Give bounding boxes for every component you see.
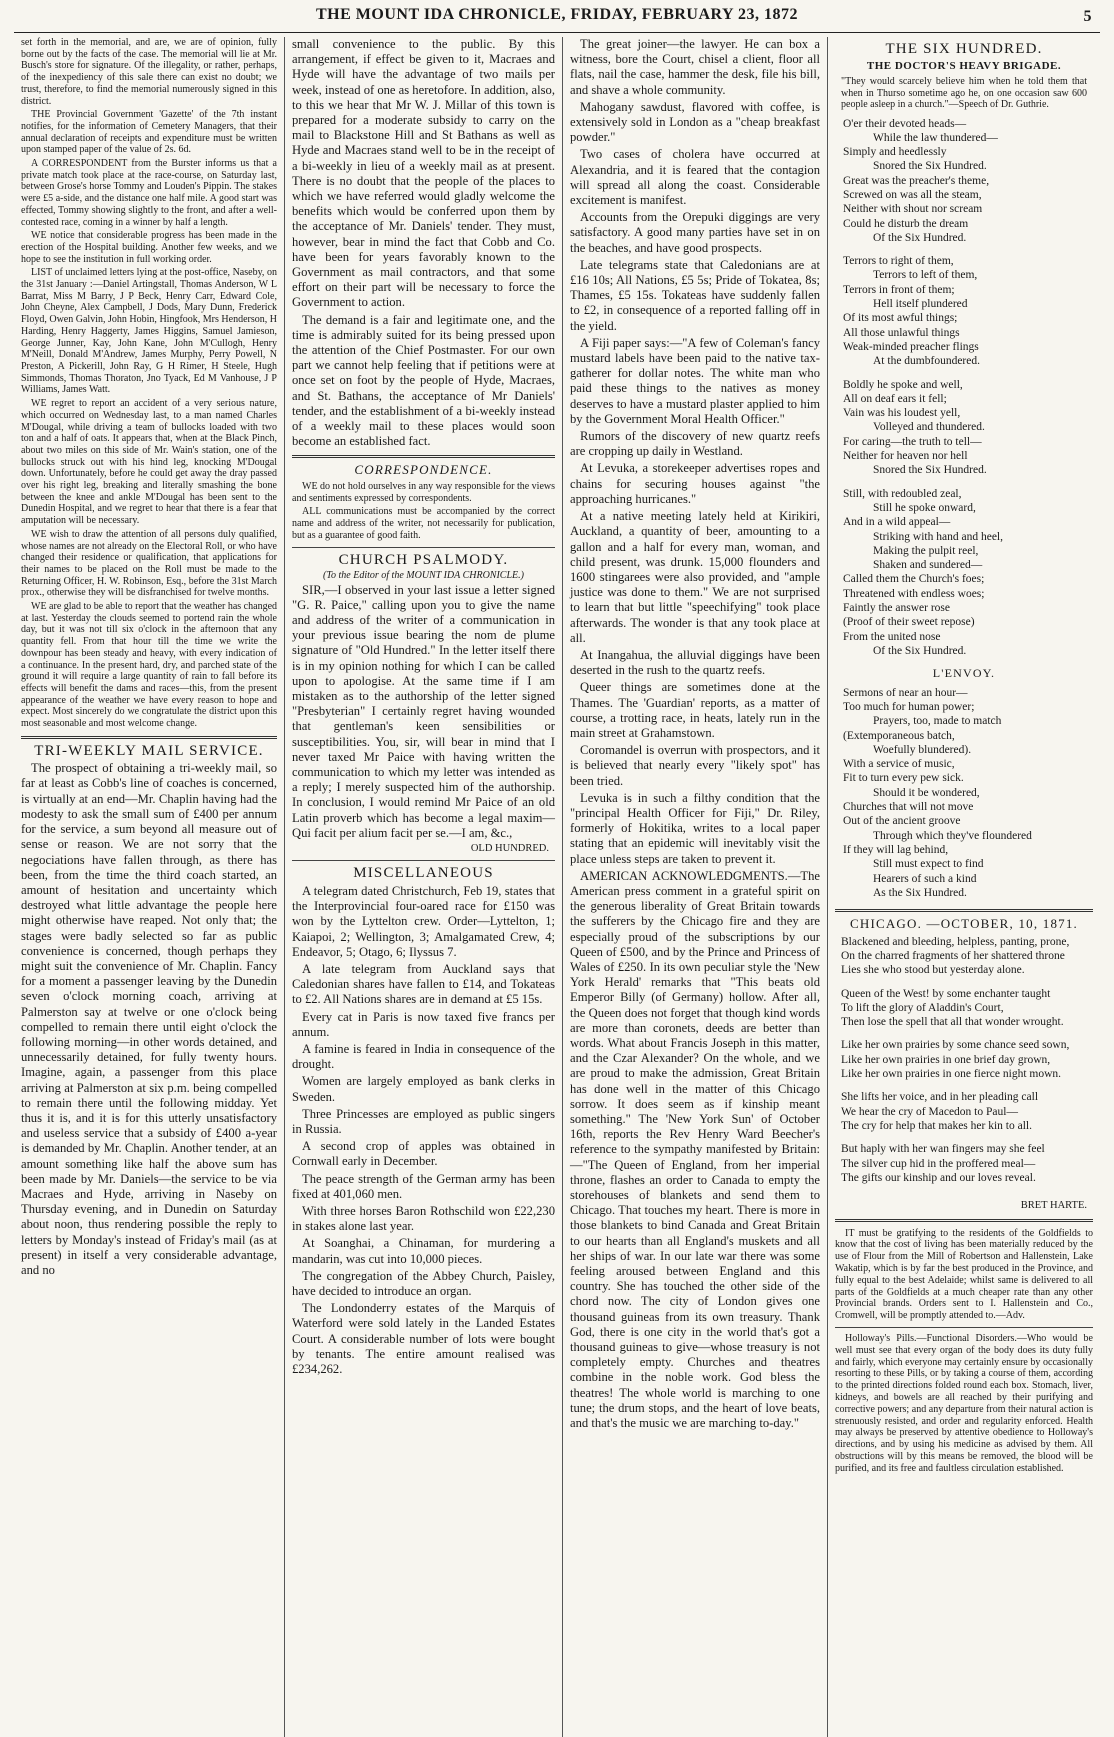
misc-paragraph: The great joiner—the lawyer. He can box a witness, bore the Court, chisel a client, floor all flats, nail the case, hammer the desk, file his bill, and shave a whole community.: [570, 37, 820, 97]
poem-line: At the dumbfoundered.: [873, 355, 980, 368]
divider: [292, 547, 555, 548]
misc-paragraph: With three horses Baron Rothschild won £22,230 in stakes alone last year.: [292, 1204, 555, 1234]
divider: [835, 1219, 1093, 1222]
poem-author: BRET HARTE.: [1020, 1200, 1087, 1212]
poem-stanza: [843, 254, 1093, 368]
poem-line: Still must expect to find: [873, 858, 984, 871]
poem-line: Snored the Six Hundred.: [873, 160, 987, 173]
poem-line: The gifts our kinship and our loves reveal.: [841, 1171, 1036, 1184]
poem-line: To lift the glory of Aladdin's Court,: [841, 1001, 1004, 1014]
holloway-advertisement: [835, 1333, 1093, 1475]
poem-line: Terrors to right of them,: [843, 255, 954, 268]
poem-epigraph: "They would scarcely believe him when he told them that when in Thurso sometime ago he, on one occasion saw 600 people asleep in a church."—Speech of Dr. Guthrie.: [841, 76, 1087, 110]
news-paragraph: WE regret to report an accident of a very serious nature, which occurred on Wednesday last, to a man named Charles M'Dougal, while driving a team of bullocks loaded with two ton and a half of oats. It appears that, when at the Black Pinch, about two miles on this side of Mr. Wain's station, one of the bullocks struck out with his hind leg, knocking M'Dougal down. Unfortunately, before he could get away the dray passed over his right leg, breaking and literally smashing the bone between the knee and ankle M'Dougal has been sent to the Dunedin Hospital, and we regret to hear that there is a fear that amputation will be necessary.: [21, 398, 277, 527]
mail-service-continued: [292, 37, 555, 449]
news-paragraph: WE wish to draw the attention of all persons duly qualified, whose names are not already on the Electoral Roll, or who have changed their residence or qualification, that applications for their names to be placed on the Roll must be made to the Returning Officer, H. W. Robinson, Esq., before the 31st March prox., otherwise they will be disfranchised for twelve months.: [21, 528, 277, 599]
poem-line: Hearers of such a kind: [873, 872, 977, 885]
poem-line: Still, with redoubled zeal,: [843, 487, 962, 500]
misc-paragraph: Coromandel is overrun with prospectors, and it is believed that nearly every "likely spot" has been tried.: [570, 743, 820, 788]
columns: [14, 37, 1100, 1737]
poem-line: Faintly the answer rose: [843, 602, 950, 614]
poem-line: O'er their devoted heads—: [843, 117, 967, 130]
poem-line: All those unlawful things: [843, 326, 960, 339]
poem-line: Fit to turn every pew sick.: [843, 772, 964, 785]
poem-line: For caring—the truth to tell—: [843, 435, 982, 448]
stanza-gap: [841, 1185, 1093, 1194]
poem-line: Could he disturb the dream: [843, 217, 969, 230]
misc-paragraph: Rumors of the discovery of new quartz reefs are cropping up daily in Westland.: [570, 429, 820, 459]
poem-line: (Proof of their sweet repose): [843, 616, 975, 629]
six-hundred-poem: [843, 117, 1093, 659]
misc-paragraph: Women are largely employed as bank clerks in Sweden.: [292, 1074, 555, 1104]
poem-line: Queen of the West! by some enchanter taught: [841, 987, 1051, 1000]
poem-line: Of the Six Hundred.: [873, 231, 967, 244]
misc-paragraph: At Levuka, a storekeeper advertises ropes and chains for securing houses against "the approaching hurricanes.": [570, 461, 820, 506]
poem-line: As the Six Hundred.: [873, 886, 967, 899]
poem-line: Out of the ancient groove: [843, 815, 961, 828]
letter-signature: OLD HUNDRED.: [470, 842, 549, 854]
column-3: [562, 37, 827, 1737]
poem-line: She lifts her voice, and in her pleading call: [841, 1091, 1039, 1104]
misc-paragraph: Every cat in Paris is now taxed five francs per annum.: [292, 1009, 555, 1039]
article-paragraph: The prospect of obtaining a tri-weekly mail, so far at least as Cobb's line of coaches is concerned, is virtually at an end—Mr. Chaplin having had the modesty to ask the small sum of £400 per annum for the service, a sum beyond all measure out of sense or reason. We are not sorry that the negociations have fallen through, as there has been, from the time the third coach started, an amount of hesitation and uncertainty which destroyed what little advantage the people here might otherwise have reaped. Not only that; the stages were badly selected so far as public convenience is concerned, though perhaps they might suit the convenience of Mr. Chaplin. Fancy for a moment a passenger leaving by the Dunedin seven o'clock morning coach, arriving at Palmerston say at twelve or one o'clock being compelled to remain there until eight o'clock the following morning—in other words detained, and unnecessarily detained, for fully twenty hours. Imagine, again, a passenger from this place arriving at Palmerston at six p.m. being compelled to remain there until the following midday. Yet thus it is, and it is for this utterly unsatisfactory and useless service that a subsidy of £400 a-year is demanded by Mr. Chaplin. Another tender, at an amount something like half the above sum has been made by Mr. Daniels—the service to be via Macraes and Hyde, arriving in Naseby on Thursday evening, and in Dunedin on Saturday about noon, thus rendering possible the reply to letters by Monday's instead of Friday's mail (as at present) in itself a very considerable advantage, and no: [21, 761, 277, 1277]
column-2: [284, 37, 562, 1737]
column-4: [827, 37, 1100, 1737]
poem-line: Screwed on was all the steam,: [843, 188, 982, 201]
poem-line: (Extemporaneous batch,: [843, 729, 955, 742]
poem-line: Woefully blundered).: [873, 743, 972, 756]
mail-service-article: [21, 761, 277, 1278]
misc-paragraph: Levuka is in such a filthy condition that the "principal Health Officer for Fiji," Dr. Riley, formerly of Hokitika, writes to a local paper stating that an epidemic will inevitably visit the place unless steps are taken to prevent it.: [570, 790, 820, 866]
correspondence-notes: [292, 481, 555, 542]
poem-line: Weak-minded preacher flings: [843, 340, 979, 353]
stanza-gap: [841, 1029, 1093, 1038]
poem-line: Snored the Six Hundred.: [873, 464, 987, 477]
poem-line: Threatened with endless woes;: [843, 587, 985, 600]
letter-body: [292, 583, 555, 841]
misc-paragraph: A telegram dated Christchurch, Feb 19, states that the Interprovincial four-oared race for £150 was won by the Lyttelton crew. Order—Lyttelton, 1; Kaiapoi, 2; Wellington, 3; Amalgamated Crew, 4; Endeavor, 5; Otago, 6; Ilyssus 7.: [292, 883, 555, 959]
poem-line: On the charred fragments of her shattered throne: [841, 949, 1065, 962]
poem-line: Still he spoke onward,: [873, 501, 976, 514]
news-paragraph: LIST of unclaimed letters lying at the post-office, Naseby, on the 31st January :—Daniel Artingstall, Thomas Anderson, W L Barrat, Miss M Barry, J P Beck, Henry Carr, Edward Cole, John Cheyne, Alex Campbell, J Dods, Mary Dunn, Frederick Floyd, Owen Galvin, John Hobin, Hingfook, Mrs Henderson, H Harding, Henry Haggerty, James Higgins, Samuel Jamieson, George Junner, Kay, John Kane, John M'Cullogh, Henry M'Neill, Donald M'Andrew, James Murphy, Perry Powell, N Preston, A Pickerill, John Ray, G H Rimer, H Steele, Hugh Simmonds, Thomas Thoraton, Jno Tyack, Ed M Vanhouse, J P Williams, James Watt.: [21, 267, 277, 396]
news-paragraph: WE notice that considerable progress has been made in the erection of the Hospital building. Another few weeks, and we hope to see the institution in full working order.: [21, 230, 277, 265]
poem-line: Vain was his loudest yell,: [843, 407, 961, 420]
page-number: 5: [1083, 8, 1092, 25]
poem-line: Boldly he spoke and well,: [843, 378, 963, 391]
divider: [21, 736, 277, 739]
poem-stanza: [843, 378, 1093, 478]
poem-line: Through which they've floundered: [873, 829, 1032, 842]
local-news: [21, 37, 277, 730]
misc-paragraph: Late telegrams state that Caledonians are at £16 10s; All Nations, £5 5s; Pride of Tokatea, 8s; Thames, £5 15s. Tokateas have suddenly fallen to £2, in consequence of a reported falling off in the yield.: [570, 257, 820, 333]
article-paragraph: The demand is a fair and legitimate one, and the time is admirably suited for its being pressed upon the attention of the Chief Postmaster. For our own part we cannot help feeling that if petitions were at once set on foot by the people of Hyde, Macraes, and St. Bathans, the acceptance of Mr Daniels' tender, and the establishment of a bi-weekly instead of a weekly mail to these places would soon become an established fact.: [292, 312, 555, 449]
misc-paragraph: The peace strength of the German army has been fixed at 401,060 men.: [292, 1171, 555, 1201]
misc-items: [292, 884, 555, 1377]
advertisement-text: Holloway's Pills.—Functional Disorders.—Who would be well must see that every organ of the body does its duty fully and fairly, which everyone may certainly ensure by occasionally resorting to these Pills, or by taking a course of them, according to the printed directions folded round each box. Stomach, liver, kidneys, and bowels are all reached by their purifying and corrective powers; and any departure from their natural action is strenuously resisted, and order and regularity enforced. Health may always be preserved by attentive obedience to Holloway's directions, and by using his medicine as advised by them. All obstructions will by this means be removed, the blood will be purified, and its free and faultless circulation established.: [835, 1332, 1093, 1474]
poem-line: Hell itself plundered: [873, 298, 968, 311]
poem-line: Neither with shout nor scream: [843, 203, 983, 216]
poem-line: Volleyed and thundered.: [873, 421, 985, 434]
poem-stanza: [843, 487, 1093, 659]
poem-line: Making the pulpit reel,: [873, 544, 979, 557]
poem-line: And in a wild appeal—: [843, 516, 951, 529]
poem-line: From the united nose: [843, 630, 941, 643]
misc-paragraph: A second crop of apples was obtained in Cornwall early in December.: [292, 1139, 555, 1169]
misc-paragraph: Three Princesses are employed as public singers in Russia.: [292, 1106, 555, 1136]
divider: [835, 1327, 1093, 1328]
poem-line: If they will lag behind,: [843, 843, 949, 856]
poem-line: Blackened and bleeding, helpless, panting, prone,: [841, 935, 1070, 948]
poem-line: Simply and heedlessly: [843, 146, 947, 159]
misc-paragraph: The congregation of the Abbey Church, Paisley, have decided to introduce an organ.: [292, 1268, 555, 1299]
divider: [292, 455, 555, 458]
poem-line: Like her own prairies in one brief day grown,: [841, 1053, 1051, 1066]
poem-subtitle: THE DOCTOR'S HEAVY BRIGADE.: [866, 59, 1062, 72]
news-paragraph: set forth in the memorial, and are, we are of opinion, fully borne out by the facts of the case. The memorial will lie at Mr. Busch's store for signature. Of the illegality, or rather, perhaps, of the inexpediency of this sale there can exist no doubt; we trust, therefore, to find the memorial numerously signed in this district.: [21, 37, 277, 107]
poem-line: We hear the cry of Macedon to Paul—: [841, 1105, 1018, 1118]
poem-line: The cry for help that makes her kin to all.: [841, 1119, 1032, 1132]
misc-paragraph: A famine is feared in India in consequence of the drought.: [292, 1041, 555, 1072]
poem-line: While the law thundered—: [873, 131, 998, 144]
misc-paragraph: A late telegram from Auckland says that Caledonian shares have fallen to £14, and Tokateas to £2. All Nations shares are in demand at £5 15s.: [292, 961, 555, 1007]
misc-paragraph: At Soanghai, a Chinaman, for murdering a mandarin, was cut into 10,000 pieces.: [292, 1236, 555, 1266]
envoy-poem: [843, 686, 1093, 900]
misc-paragraph: Mahogany sawdust, flavored with coffee, is extensively sold in London as a "cheap breakfast powder.": [570, 99, 820, 145]
poem-line: Of the Six Hundred.: [873, 644, 967, 657]
poem-line: Sermons of near an hour—: [843, 686, 968, 699]
article-heading: TRI-WEEKLY MAIL SERVICE.: [34, 742, 264, 759]
poem-line: Prayers, too, made to match: [873, 715, 1002, 728]
poem-stanza: [843, 117, 1093, 246]
poem-line: But haply with her wan fingers may she feel: [841, 1143, 1045, 1156]
poem-stanza: [843, 686, 1093, 900]
misc-paragraph: The Londonderry estates of the Marquis of Waterford were sold lately in the Landed Estates Court. A considerable number of lots were bought by tenants. The entire amount realised was £234,262.: [292, 1301, 555, 1377]
poem-line: Should it be wondered,: [873, 786, 980, 799]
poem-title: THE SIX HUNDRED.: [885, 41, 1043, 57]
poem-line: Like her own prairies by some chance seed sown,: [841, 1039, 1070, 1052]
poem-line: With a service of music,: [843, 758, 955, 771]
chicago-poem-title: CHICAGO. —OCTOBER, 10, 1871.: [849, 916, 1078, 932]
poem-line: Terrors in front of them;: [843, 283, 955, 296]
note-paragraph: WE do not hold ourselves in any way responsible for the views and sentiments expressed by correspondents.: [292, 480, 556, 504]
poem-line: Like her own prairies in one fierce night mown.: [841, 1068, 1062, 1081]
misc-heading: MISCELLANEOUS: [353, 865, 494, 882]
poem-line: Great was the preacher's theme,: [843, 174, 990, 187]
news-paragraph: THE Provincial Government 'Gazette' of the 7th instant notifies, for the information of Cemetery Managers, that their annual declaration of receipts and expenditure must be written upon stamped paper of the value of 2s. 6d.: [21, 109, 277, 156]
letter-heading: CHURCH PSALMODY.: [338, 551, 509, 568]
divider: [835, 909, 1093, 912]
poem-line: Striking with hand and heel,: [873, 530, 1003, 543]
masthead: [14, 6, 1100, 33]
correspondence-heading: CORRESPONDENCE.: [354, 462, 493, 478]
news-paragraph: A CORRESPONDENT from the Burster informs us that a private match took place at the race-course, on Saturday last, between Grose's horse Tommy and Louden's Pippin. The stakes were £5 a-side, and the distance one half mile. A good start was effected, Tommy showing slightly to the front, and after a well-contested race, coming in a winner by half a length.: [21, 158, 277, 228]
misc-paragraph: Accounts from the Orepuki diggings are very satisfactory. A good many parties have set in on the beaches, and have good prospects.: [570, 210, 820, 255]
news-paragraph: WE are glad to be able to report that the weather has changed at last. Yesterday the clouds seemed to portend rain the whole day, but it was not till six o'clock in the afternoon that any quantity fell. From that hour till the time we write the downpour has been steady and heavy, with every indication of a continuance. In the present hard, dry, and parched state of the ground it will require a large quantity of rain to fall before its effects will benefit the dams and races—this, from the present appearance of the weather we have every reason to hope and expect. Most sincerely do we congratulate the district upon this most seasonable and most welcome change.: [21, 601, 278, 730]
poem-line: Terrors to left of them,: [873, 269, 978, 282]
divider: [292, 860, 555, 861]
poem-line: Neither for heaven nor hell: [843, 450, 968, 463]
masthead-title: THE MOUNT IDA CHRONICLE, FRIDAY, FEBRUARY 23, 1872: [316, 6, 798, 23]
envoy-title: L'ENVOY.: [932, 666, 996, 681]
letter-paragraph: SIR,—I observed in your last issue a letter signed "G. R. Paice," calling upon you to give the name and address of the writer of a communication in your previous issue bearing the nom de plume signature of "Old Hundred." In the letter itself there is in my opinion nothing for which I can be called upon to apologise. At the same time if I am mistaken as to the authorship of the letter signed "Presbyterian" I certainly regret having wounded that gentleman's keen sensibilities or susceptibilities. You, sir, will bear in mind that I never taxed Mr Paice with having written the communication to which my letter was intended as a reply; I merely suspected him of the authorship. In conclusion, I would remind Mr Paice of an old Latin proverb which has become a legal maxim—Qui facit per alium facit per se.—I am, &c.,: [292, 582, 555, 840]
stanza-gap: [841, 978, 1093, 987]
poem-line: The silver cup hid in the proffered meal—: [841, 1157, 1036, 1170]
poem-line: Called them the Church's foes;: [843, 573, 985, 586]
stanza-gap: [841, 1133, 1093, 1142]
column-1: [14, 37, 284, 1737]
misc-paragraph: At a native meeting lately held at Kirikiri, Auckland, a quantity of beer, amounting to a gallon and a half for every man, woman, and child present, was drunk. 15,000 flounders and 1600 stingarees were also provided, and "ample justice was done to them." We are not surprised to learn that but little "speechifying" took place afterwards. The wonder is that any took place at all.: [570, 509, 820, 645]
article-paragraph: small convenience to the public. By this arrangement, if effect be given to it, Macraes and Hyde will have the advantage of two mails per week, instead of one as heretofore. In addition, also, to this we hear that Mr W. J. Millar of this town is prepared for a moderate subsidy to carry on the mail to Blackstone Hill and St Bathans as well as Hyde and Macraes stand well to be in the receipt of a bi-weekly in lieu of a weekly mail as at present. There is no doubt that the people of the places to which we have referred would gladly welcome the benefits which would be conferred upon them by the acceptance of Mr. Daniels' tender. They must, however, bear in mind the fact that Cobb and Co. have been for years favorably known to the Government as mail contractors, and that some effort on their part will be necessary to force the Government to action.: [292, 37, 555, 310]
poem-line: Shaken and sundered—: [873, 559, 983, 572]
poem-line: Too much for human power;: [843, 700, 975, 713]
misc-paragraph: Two cases of cholera have occurred at Alexandria, and it is feared that the contagion will spread all along the coast. Considerable excitement is manifest.: [570, 147, 820, 208]
misc-paragraph: At Inangahua, the alluvial diggings have been deserted in the rush to the quartz reefs.: [570, 647, 820, 678]
note-paragraph: ALL communications must be accompanied by the correct name and address of the writer, not necessarily for publication, but as a guarantee of good faith.: [292, 506, 555, 541]
flour-advertisement: [835, 1228, 1093, 1322]
misc-paragraph: Queer things are sometimes done at the Thames. The 'Guardian' reports, as a matter of course, a trotting race, in heats, lately run in the main street at Grahamstown.: [570, 680, 820, 740]
letter-addressee: (To the Editor of the MOUNT IDA CHRONICLE.): [323, 570, 524, 581]
poem-line: All on deaf ears it fell;: [843, 392, 947, 405]
poem-line: Then lose the spell that all that wonder wrought.: [841, 1016, 1064, 1029]
poem-line: Churches that will not move: [843, 801, 974, 814]
poem-line: Of its most awful things;: [843, 312, 958, 325]
advertisement-text: IT must be gratifying to the residents of the Goldfields to know that the cost of living has been materially reduced by the use of Flour from the Mill of Robertson and Hallenstein, Lake Wakatip, which is by far the best produced in the Province, and fully equal to the best Adelaide; whilst same is delivered to all parts of the Goldfields at a much cheaper rate than any other Provincial brands. Orders sent to I. Hallenstein and Co., Cromwell, will be promptly attended to.—Adv.: [835, 1227, 1093, 1322]
poem-line: Lies she who stood but yesterday alone.: [841, 964, 1025, 977]
misc-paragraph: AMERICAN ACKNOWLEDGMENTS.—The American press comment in a grateful spirit on the generous liberality of Great Britain towards the sufferers by the Chicago fire and they are especially proud of the subscriptions by our Queen of £500, and by the Prince and Princess of Wales of £250. In its own peculiar style the 'New York Herald' remarks that "This beats old Emperor Billy (of Germany) hollow. After all, the Queen does not forget that though kind words are more than coronets, deeds are better than words. What about Francis Joseph in this matter, and the Czar Alexander? On the whole, and we are proud to make the admission, Great Britain has done well in the matter of this Chicago sorrow. It does seem as if kinship meant something." The 'New York Sun' of October 16th, reports the Rev Henry Ward Beecher's reference to the sympathy manifested by Britain:—"The Queen of England, from her imperial throne, flashes an order to Canada to empty the storehouses of blankets and send them to Chicago. That touches my heart. There is more in those blankets to bind Canada and Great Britain to our hearts than all England's muskets and all her ships of war. In our late war there was some feeling aroused between England and this country. She has touched the other side of the chord now. The city of London gives one thousand guineas from its own treasury. Thank God, there is one city in the world that's got a thousand guineas to give—whose treasury is not completely empty. Churches and theatres combine in the noble work. God bless the theatres! The whole world is marching to one tune; the drum stops, and the heart of love beats, and that's the music we are marching to-day.": [570, 868, 820, 1431]
misc-paragraph: A Fiji paper says:—"A few of Coleman's fancy mustard labels have been paid to the native tax-gatherer for dollar notes. The white man who paid these things to the natives as money deserves to have a mustard plaster applied to him by the Government Moral Health Officer.": [570, 335, 820, 426]
chicago-poem: [841, 935, 1093, 1194]
stanza-gap: [841, 1081, 1093, 1090]
